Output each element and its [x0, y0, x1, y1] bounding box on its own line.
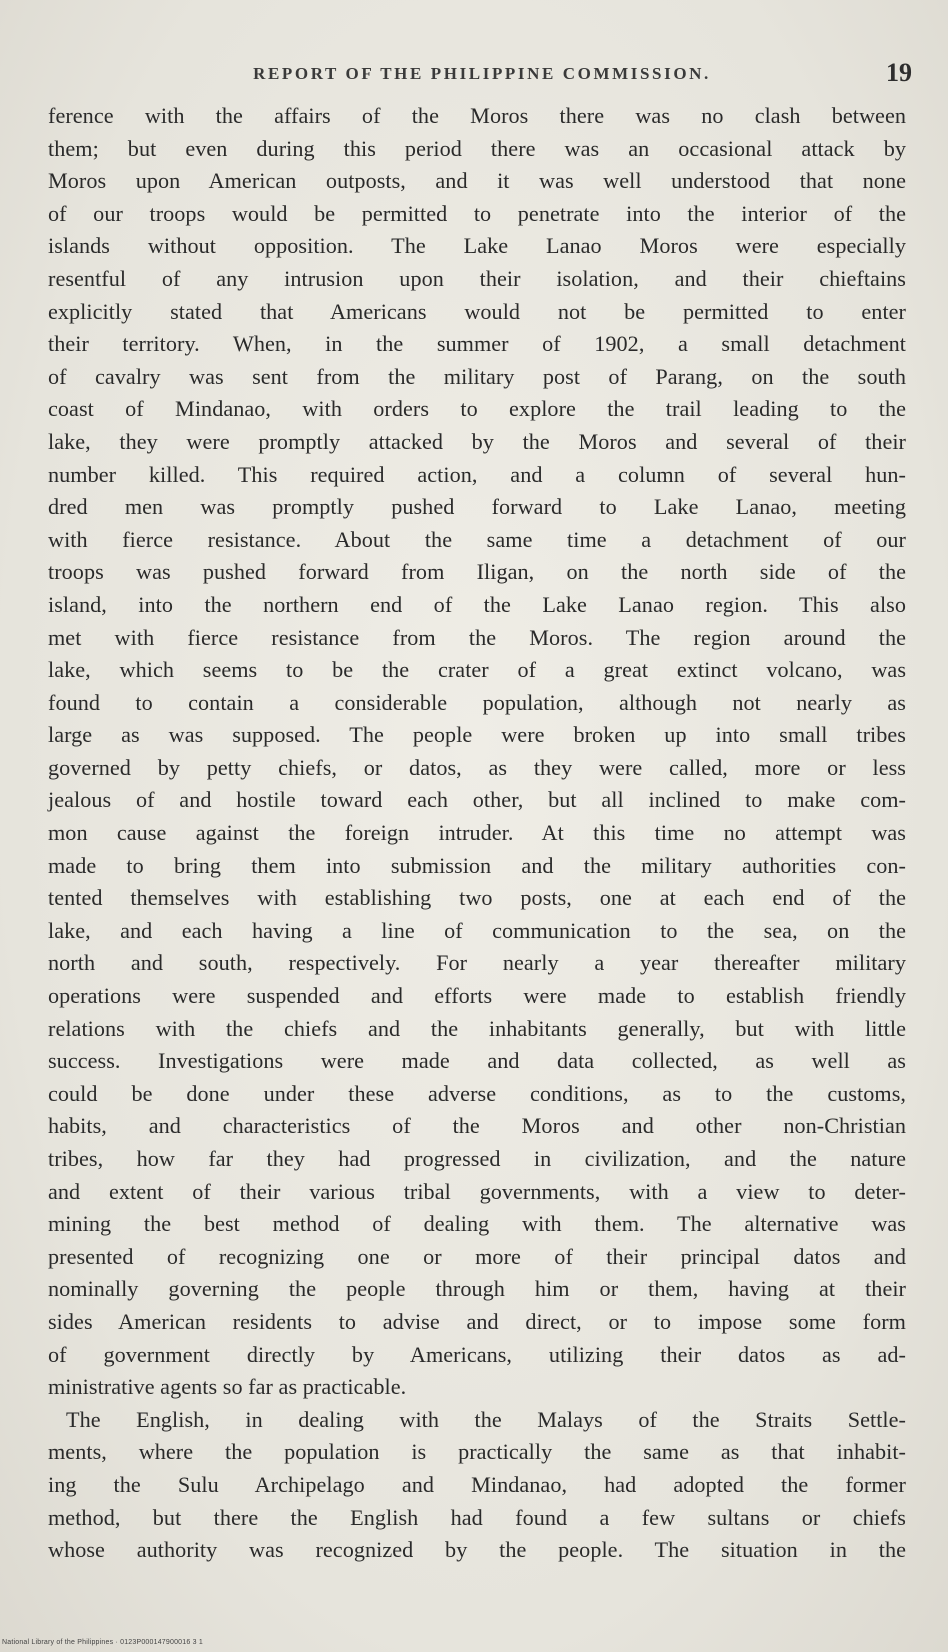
text-line: Moros upon American outposts, and it was well understood that none — [48, 168, 906, 194]
text-line: resentful of any intrusion upon their isolation, and their chieftains — [48, 265, 906, 291]
text-line: and extent of their various tribal governments, with a view to deter- — [48, 1178, 906, 1204]
text-line: nominally governing the people through him or them, having at their — [48, 1276, 906, 1302]
text-line: island, into the northern end of the Lake Lanao region. This also — [48, 591, 906, 617]
page-number: 19 — [886, 58, 912, 87]
text-line: of our troops would be permitted to penetrate into the interior of the — [48, 200, 906, 226]
text-line: of cavalry was sent from the military post of Parang, on the south — [48, 363, 906, 389]
text-line: troops was pushed forward from Iligan, on the north side of the — [48, 559, 906, 585]
paragraph-end-line: ministrative agents so far as practicable. — [48, 1374, 407, 1400]
text-line: operations were suspended and efforts were made to establish friendly — [48, 983, 906, 1009]
text-line: coast of Mindanao, with orders to explore the trail leading to the — [48, 396, 906, 422]
text-line: could be done under these adverse conditions, as to the customs, — [48, 1080, 906, 1106]
text-line: jealous of and hostile toward each other, but all inclined to make com- — [48, 787, 906, 813]
text-line: explicitly stated that Americans would not be permitted to enter — [48, 298, 906, 324]
text-line: governed by petty chiefs, or datos, as they were called, more or less — [48, 754, 906, 780]
text-line: islands without opposition. The Lake Lanao Moros were especially — [48, 233, 906, 259]
running-title: REPORT OF THE PHILIPPINE COMMISSION. — [253, 64, 711, 83]
text-line: lake, they were promptly attacked by the Moros and several of their — [48, 428, 906, 454]
paragraph-start-line: The English, in dealing with the Malays of the Straits Settle- — [66, 1406, 906, 1432]
text-line: number killed. This required action, and a column of several hun- — [48, 461, 906, 487]
text-line: mon cause against the foreign intruder. At this time no attempt was — [48, 820, 906, 846]
text-line: their territory. When, in the summer of 1902, a small detachment — [48, 331, 906, 357]
text-line: ing the Sulu Archipelago and Mindanao, had adopted the former — [48, 1471, 906, 1497]
text-line: them; but even during this period there was an occasional attack by — [48, 135, 906, 161]
text-line: presented of recognizing one or more of their principal datos and — [48, 1243, 906, 1269]
text-line: with fierce resistance. About the same time a detachment of our — [48, 526, 906, 552]
text-line: mining the best method of dealing with them. The alternative was — [48, 1211, 906, 1237]
text-line: habits, and characteristics of the Moros and other non-Christian — [48, 1113, 906, 1139]
text-line: met with fierce resistance from the Moros. The region around the — [48, 624, 906, 650]
text-line: lake, and each having a line of communication to the sea, on the — [48, 917, 906, 943]
text-line: dred men was promptly pushed forward to Lake Lanao, meeting — [48, 494, 906, 520]
text-line: relations with the chiefs and the inhabitants generally, but with little — [48, 1015, 906, 1041]
text-line: ference with the affairs of the Moros there was no clash between — [48, 103, 906, 128]
body-text — [48, 100, 906, 1567]
text-line: found to contain a considerable population, although not nearly as — [48, 689, 906, 715]
text-line: success. Investigations were made and data collected, as well as — [48, 1048, 906, 1074]
text-line: tribes, how far they had progressed in civilization, and the nature — [48, 1146, 906, 1171]
running-header — [48, 58, 916, 94]
text-line: north and south, respectively. For nearly a year thereafter military — [48, 950, 906, 976]
text-line: sides American residents to advise and direct, or to impose some form — [48, 1308, 906, 1334]
text-line: of government directly by Americans, utilizing their datos as ad- — [48, 1341, 906, 1367]
text-line: tented themselves with establishing two posts, one at each end of the — [48, 885, 906, 911]
text-line: made to bring them into submission and the military authorities con- — [48, 852, 906, 878]
text-line: ments, where the population is practically the same as that inhabit- — [48, 1439, 906, 1465]
text-line: large as was supposed. The people were broken up into small tribes — [48, 722, 906, 748]
text-line: lake, which seems to be the crater of a great extinct volcano, was — [48, 657, 906, 683]
scan-footer-note: National Library of the Philippines · 0123P000147900016 3 1 — [2, 1639, 203, 1646]
text-line: method, but there the English had found a few sultans or chiefs — [48, 1504, 906, 1530]
text-line: whose authority was recognized by the people. The situation in the — [48, 1537, 906, 1563]
